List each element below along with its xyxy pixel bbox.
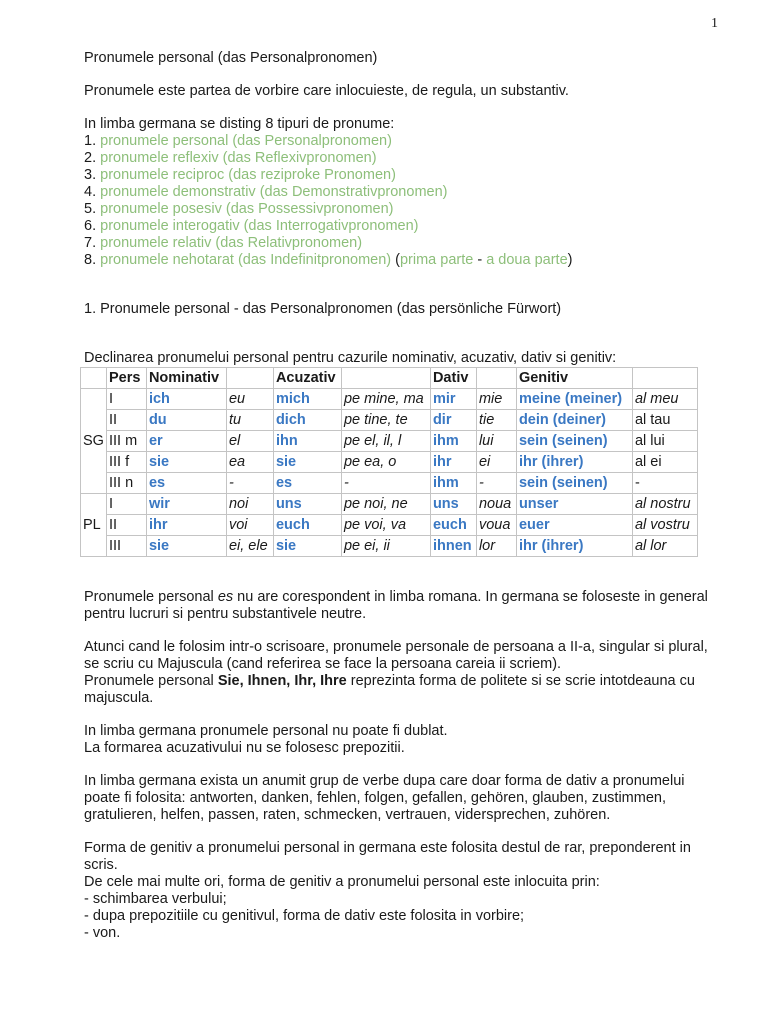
header-cell: Pers (106, 368, 146, 389)
genitiv-cell: euer (516, 515, 632, 536)
genitiv-cell: dein (deiner) (516, 410, 632, 431)
genitiv-translation: al lor (632, 536, 697, 557)
header-cell (632, 368, 697, 389)
dativ-cell: ihm (430, 431, 476, 452)
acuzativ-cell: mich (273, 389, 341, 410)
type-link-relativ[interactable]: pronumele relativ (das Relativpronomen) (100, 235, 363, 251)
paragraph-genitive-replacement: De cele mai multe ori, forma de genitiv a pronumelui personal este inlocuita prin: (84, 874, 600, 890)
dativ-translation: tie (476, 410, 516, 431)
dativ-cell: uns (430, 494, 476, 515)
type-item-4: 4. pronumele demonstrativ (das Demonstrativpronomen) (84, 184, 448, 200)
dativ-cell: euch (430, 515, 476, 536)
type-link-nehotarat[interactable]: pronumele nehotarat (das Indefinitpronomen) (100, 252, 392, 268)
acuzativ-translation: pe voi, va (341, 515, 430, 536)
acuzativ-translation: pe mine, ma (341, 389, 430, 410)
paragraph-dative-verbs: In limba germana exista un anumit grup de verbe dupa care doar forma de dativ a pronumelui poate fi folosita: antworten, danken, fehlen, folgen, gefallen, gehören, glauben, zustimmen, gratulieren, helfen, passen, raten, schmecken, vertrauen, vidersprechen, zuhören. (84, 773, 685, 823)
table-row (81, 431, 698, 452)
header-cell: Nominativ (146, 368, 226, 389)
dativ-cell: ihnen (430, 536, 476, 557)
dativ-translation: - (476, 473, 516, 494)
type-item-5: 5. pronumele posesiv (das Possessivpronomen) (84, 201, 394, 217)
table-caption: Declinarea pronumelui personal pentru cazurile nominativ, acuzativ, dativ si genitiv: (84, 350, 617, 366)
group-label-pl: PL (81, 494, 107, 557)
genitiv-translation: - (632, 473, 697, 494)
nominativ-cell: sie (146, 536, 226, 557)
dativ-translation: noua (476, 494, 516, 515)
type-link-posesiv[interactable]: pronumele posesiv (das Possessivpronomen) (100, 201, 394, 217)
acuzativ-translation: pe ei, ii (341, 536, 430, 557)
nominativ-translation: - (226, 473, 273, 494)
document-title: Pronumele personal (das Personalpronomen) (84, 50, 378, 66)
paragraph-accusative: La formarea acuzativului nu se folosesc prepozitii. (84, 740, 405, 756)
nominativ-cell: ich (146, 389, 226, 410)
nominativ-translation: ea (226, 452, 273, 473)
dativ-cell: ihr (430, 452, 476, 473)
genitiv-cell: ihr (ihrer) (516, 536, 632, 557)
paragraph-letter: Atunci cand le folosim intr-o scrisoare, pronumele personale de persoana a II-a, singular si plural, se scriu cu Majuscula (cand referirea se face la persoana careia ii scriem). (84, 639, 708, 672)
table-row (81, 515, 698, 536)
pronoun-types-list (84, 116, 724, 269)
dativ-translation: lor (476, 536, 516, 557)
type-link-demonstrativ[interactable]: pronumele demonstrativ (das Demonstrativpronomen) (100, 184, 448, 200)
nominativ-translation: el (226, 431, 273, 452)
person-cell: III m (106, 431, 146, 452)
document-body (84, 50, 724, 942)
person-cell: II (106, 515, 146, 536)
genitiv-translation: al nostru (632, 494, 697, 515)
person-cell: I (106, 494, 146, 515)
acuzativ-cell: euch (273, 515, 341, 536)
paragraph-no-doubling: In limba germana pronumele personal nu poate fi dublat. (84, 723, 448, 739)
nominativ-cell: es (146, 473, 226, 494)
acuzativ-translation: pe ea, o (341, 452, 430, 473)
declension-table (80, 367, 698, 557)
person-cell: II (106, 410, 146, 431)
nominativ-translation: noi (226, 494, 273, 515)
type-item-3: 3. pronumele reciproc (das reziproke Pronomen) (84, 167, 396, 183)
header-cell: Genitiv (516, 368, 632, 389)
genitiv-translation: al vostru (632, 515, 697, 536)
acuzativ-translation: pe tine, te (341, 410, 430, 431)
nominativ-cell: sie (146, 452, 226, 473)
list-item: - schimbarea verbului; (84, 891, 227, 907)
header-cell: Dativ (430, 368, 476, 389)
nominativ-translation: eu (226, 389, 273, 410)
table-row (81, 452, 698, 473)
type-link-reciproc[interactable]: pronumele reciproc (das reziproke Pronomen) (100, 167, 396, 183)
genitiv-cell: unser (516, 494, 632, 515)
header-cell (341, 368, 430, 389)
dativ-translation: ei (476, 452, 516, 473)
type-item-1: 1. pronumele personal (das Personalpronomen) (84, 133, 392, 149)
nominativ-cell: du (146, 410, 226, 431)
nominativ-cell: wir (146, 494, 226, 515)
type-link-reflexiv[interactable]: pronumele reflexiv (das Reflexivpronomen) (100, 150, 377, 166)
table-row (81, 536, 698, 557)
type-item-6: 6. pronumele interogativ (das Interrogativpronomen) (84, 218, 419, 234)
list-item: - dupa prepozitiile cu genitivul, forma de dativ este folosita in vorbire; (84, 908, 525, 924)
acuzativ-cell: ihn (273, 431, 341, 452)
table-header-row (81, 368, 698, 389)
nominativ-translation: voi (226, 515, 273, 536)
header-cell (476, 368, 516, 389)
table-row (81, 410, 698, 431)
genitiv-translation: al lui (632, 431, 697, 452)
nominativ-translation: tu (226, 410, 273, 431)
paragraph-politeness: Pronumele personal Sie, Ihnen, Ihr, Ihre reprezinta forma de politete si se scrie intotdeauna cu majuscula. (84, 673, 695, 706)
person-cell: III n (106, 473, 146, 494)
acuzativ-cell: sie (273, 536, 341, 557)
header-cell: Acuzativ (273, 368, 341, 389)
nominativ-cell: ihr (146, 515, 226, 536)
acuzativ-cell: sie (273, 452, 341, 473)
genitiv-cell: meine (meiner) (516, 389, 632, 410)
dativ-translation: voua (476, 515, 516, 536)
group-label-sg: SG (81, 389, 107, 494)
genitiv-cell: sein (seinen) (516, 431, 632, 452)
person-cell: I (106, 389, 146, 410)
nominativ-cell: er (146, 431, 226, 452)
list-item: - von. (84, 925, 121, 941)
definition-paragraph: Pronumele este partea de vorbire care inlocuieste, de regula, un substantiv. (84, 83, 569, 99)
table-row (81, 389, 698, 410)
types-intro: In limba germana se disting 8 tipuri de pronume: (84, 116, 395, 132)
acuzativ-translation: pe noi, ne (341, 494, 430, 515)
header-cell (81, 368, 107, 389)
type-item-7: 7. pronumele relativ (das Relativpronomen) (84, 235, 363, 251)
type-item-2: 2. pronumele reflexiv (das Reflexivpronomen) (84, 150, 377, 166)
dativ-translation: mie (476, 389, 516, 410)
paragraph-genitive: Forma de genitiv a pronumelui personal in germana este folosita destul de rar, preponderent in scris. (84, 840, 691, 873)
genitiv-cell: sein (seinen) (516, 473, 632, 494)
acuzativ-translation: - (341, 473, 430, 494)
genitiv-cell: ihr (ihrer) (516, 452, 632, 473)
type-link-personal[interactable]: pronumele personal (das Personalpronomen) (100, 133, 392, 149)
dativ-translation: lui (476, 431, 516, 452)
acuzativ-translation: pe el, il, l (341, 431, 430, 452)
acuzativ-cell: uns (273, 494, 341, 515)
genitiv-translation: al ei (632, 452, 697, 473)
type-link-interogativ[interactable]: pronumele interogativ (das Interrogativpronomen) (100, 218, 419, 234)
table-row (81, 494, 698, 515)
link-prima-parte[interactable]: prima parte (399, 252, 474, 268)
paragraph-es: Pronumele personal es nu are corespondent in limba romana. In germana se foloseste in general pentru lucruri si pentru substantivele neutre. (84, 589, 708, 622)
dativ-cell: ihm (430, 473, 476, 494)
genitiv-translation: al meu (632, 389, 697, 410)
page-number: 1 (711, 16, 718, 31)
header-cell (226, 368, 273, 389)
genitiv-translation: al tau (632, 410, 697, 431)
person-cell: III (106, 536, 146, 557)
acuzativ-cell: es (273, 473, 341, 494)
dativ-cell: dir (430, 410, 476, 431)
table-row (81, 473, 698, 494)
link-a-doua-parte[interactable]: a doua parte (486, 252, 568, 268)
person-cell: III f (106, 452, 146, 473)
section-heading: 1. Pronumele personal - das Personalpronomen (das persönliche Fürwort) (84, 301, 562, 317)
nominativ-translation: ei, ele (226, 536, 273, 557)
acuzativ-cell: dich (273, 410, 341, 431)
dativ-cell: mir (430, 389, 476, 410)
type-item-8: 8. pronumele nehotarat (das Indefinitpronomen) (prima parte - a doua parte) (84, 252, 573, 268)
